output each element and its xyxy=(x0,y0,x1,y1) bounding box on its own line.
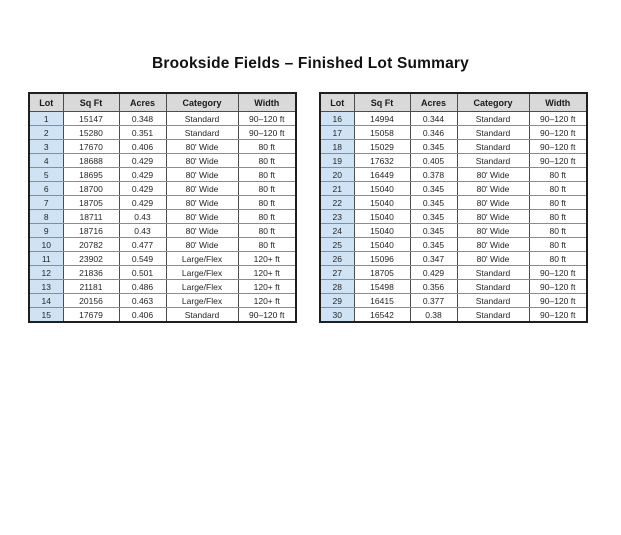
cell-acres: 0.463 xyxy=(119,294,166,308)
cell-sqft: 15096 xyxy=(354,252,410,266)
cell-category: 80' Wide xyxy=(457,210,529,224)
table-row xyxy=(320,294,587,308)
cell-acres: 0.549 xyxy=(119,252,166,266)
cell-lot: 11 xyxy=(29,252,63,266)
cell-lot: 6 xyxy=(29,182,63,196)
cell-sqft: 16449 xyxy=(354,168,410,182)
cell-sqft: 17679 xyxy=(63,308,119,323)
table-row xyxy=(29,126,296,140)
cell-lot: 4 xyxy=(29,154,63,168)
cell-sqft: 15147 xyxy=(63,112,119,126)
cell-width: 120+ ft xyxy=(238,252,296,266)
cell-sqft: 15040 xyxy=(354,182,410,196)
cell-lot: 24 xyxy=(320,224,354,238)
cell-width: 90–120 ft xyxy=(238,112,296,126)
cell-category: Large/Flex xyxy=(166,266,238,280)
cell-category: 80' Wide xyxy=(166,168,238,182)
cell-category: Standard xyxy=(457,308,529,323)
cell-category: Standard xyxy=(457,112,529,126)
cell-lot: 26 xyxy=(320,252,354,266)
table-row xyxy=(29,280,296,294)
cell-category: Large/Flex xyxy=(166,252,238,266)
cell-acres: 0.347 xyxy=(410,252,457,266)
cell-sqft: 15040 xyxy=(354,224,410,238)
cell-acres: 0.345 xyxy=(410,182,457,196)
cell-width: 120+ ft xyxy=(238,280,296,294)
cell-acres: 0.405 xyxy=(410,154,457,168)
cell-category: 80' Wide xyxy=(166,140,238,154)
table-row xyxy=(320,280,587,294)
cell-width: 90–120 ft xyxy=(238,308,296,323)
cell-sqft: 15280 xyxy=(63,126,119,140)
cell-width: 80 ft xyxy=(529,238,587,252)
table-row xyxy=(29,112,296,126)
cell-category: 80' Wide xyxy=(166,182,238,196)
header-row xyxy=(320,93,587,112)
cell-sqft: 16415 xyxy=(354,294,410,308)
cell-category: 80' Wide xyxy=(457,196,529,210)
cell-acres: 0.406 xyxy=(119,140,166,154)
cell-acres: 0.345 xyxy=(410,140,457,154)
cell-sqft: 17632 xyxy=(354,154,410,168)
cell-acres: 0.345 xyxy=(410,238,457,252)
cell-acres: 0.501 xyxy=(119,266,166,280)
table-row xyxy=(320,182,587,196)
cell-lot: 18 xyxy=(320,140,354,154)
cell-sqft: 23902 xyxy=(63,252,119,266)
cell-category: Standard xyxy=(457,154,529,168)
cell-lot: 17 xyxy=(320,126,354,140)
cell-lot: 16 xyxy=(320,112,354,126)
cell-width: 80 ft xyxy=(529,224,587,238)
cell-width: 80 ft xyxy=(238,224,296,238)
cell-lot: 15 xyxy=(29,308,63,323)
column-header-sqft: Sq Ft xyxy=(63,93,119,112)
cell-sqft: 18705 xyxy=(354,266,410,280)
cell-sqft: 18705 xyxy=(63,196,119,210)
cell-width: 120+ ft xyxy=(238,294,296,308)
document-page xyxy=(0,55,621,535)
cell-width: 90–120 ft xyxy=(529,294,587,308)
table-row xyxy=(29,294,296,308)
cell-lot: 7 xyxy=(29,196,63,210)
cell-width: 80 ft xyxy=(238,168,296,182)
table-row xyxy=(29,168,296,182)
cell-width: 80 ft xyxy=(238,182,296,196)
cell-width: 80 ft xyxy=(238,140,296,154)
cell-category: Standard xyxy=(166,112,238,126)
table-row xyxy=(29,266,296,280)
cell-category: 80' Wide xyxy=(457,252,529,266)
cell-sqft: 20782 xyxy=(63,238,119,252)
cell-sqft: 18716 xyxy=(63,224,119,238)
cell-lot: 12 xyxy=(29,266,63,280)
cell-width: 90–120 ft xyxy=(238,126,296,140)
cell-acres: 0.429 xyxy=(119,154,166,168)
cell-lot: 30 xyxy=(320,308,354,323)
cell-width: 90–120 ft xyxy=(529,112,587,126)
cell-sqft: 15040 xyxy=(354,196,410,210)
cell-lot: 20 xyxy=(320,168,354,182)
cell-category: Standard xyxy=(457,126,529,140)
cell-width: 120+ ft xyxy=(238,266,296,280)
table-row xyxy=(320,308,587,323)
cell-category: Standard xyxy=(166,308,238,323)
table-row xyxy=(29,252,296,266)
column-header-acres: Acres xyxy=(410,93,457,112)
cell-width: 80 ft xyxy=(529,182,587,196)
cell-lot: 28 xyxy=(320,280,354,294)
cell-lot: 9 xyxy=(29,224,63,238)
table-row xyxy=(320,266,587,280)
table-row xyxy=(29,182,296,196)
cell-acres: 0.429 xyxy=(119,168,166,182)
cell-width: 80 ft xyxy=(238,238,296,252)
table-row xyxy=(29,154,296,168)
cell-category: Large/Flex xyxy=(166,294,238,308)
cell-width: 80 ft xyxy=(529,196,587,210)
cell-width: 80 ft xyxy=(529,210,587,224)
cell-category: Standard xyxy=(457,266,529,280)
cell-width: 80 ft xyxy=(529,168,587,182)
cell-lot: 21 xyxy=(320,182,354,196)
lot-table-left xyxy=(28,92,297,323)
lot-tables-container xyxy=(0,92,621,323)
cell-sqft: 16542 xyxy=(354,308,410,323)
cell-sqft: 14994 xyxy=(354,112,410,126)
cell-category: 80' Wide xyxy=(457,168,529,182)
cell-width: 80 ft xyxy=(238,154,296,168)
cell-lot: 29 xyxy=(320,294,354,308)
header-row xyxy=(29,93,296,112)
cell-category: Large/Flex xyxy=(166,280,238,294)
cell-acres: 0.406 xyxy=(119,308,166,323)
cell-sqft: 21836 xyxy=(63,266,119,280)
cell-acres: 0.345 xyxy=(410,196,457,210)
cell-category: Standard xyxy=(457,140,529,154)
cell-category: Standard xyxy=(457,280,529,294)
table-row xyxy=(320,126,587,140)
cell-width: 90–120 ft xyxy=(529,266,587,280)
cell-lot: 13 xyxy=(29,280,63,294)
table-row xyxy=(320,210,587,224)
cell-sqft: 20156 xyxy=(63,294,119,308)
table-row xyxy=(29,196,296,210)
cell-acres: 0.43 xyxy=(119,210,166,224)
cell-sqft: 15040 xyxy=(354,238,410,252)
cell-width: 90–120 ft xyxy=(529,126,587,140)
cell-sqft: 18695 xyxy=(63,168,119,182)
cell-sqft: 15029 xyxy=(354,140,410,154)
cell-sqft: 17670 xyxy=(63,140,119,154)
cell-acres: 0.429 xyxy=(410,266,457,280)
cell-category: Standard xyxy=(457,294,529,308)
table-row xyxy=(320,140,587,154)
cell-width: 90–120 ft xyxy=(529,140,587,154)
cell-width: 90–120 ft xyxy=(529,280,587,294)
cell-acres: 0.345 xyxy=(410,224,457,238)
cell-width: 80 ft xyxy=(238,196,296,210)
table-row xyxy=(320,224,587,238)
column-header-lot: Lot xyxy=(320,93,354,112)
column-header-category: Category xyxy=(457,93,529,112)
cell-lot: 5 xyxy=(29,168,63,182)
table-row xyxy=(29,308,296,323)
table-row xyxy=(320,196,587,210)
cell-acres: 0.348 xyxy=(119,112,166,126)
cell-sqft: 21181 xyxy=(63,280,119,294)
table-row xyxy=(320,238,587,252)
cell-width: 80 ft xyxy=(529,252,587,266)
cell-width: 90–120 ft xyxy=(529,154,587,168)
cell-lot: 25 xyxy=(320,238,354,252)
cell-acres: 0.43 xyxy=(119,224,166,238)
cell-lot: 1 xyxy=(29,112,63,126)
cell-category: 80' Wide xyxy=(166,238,238,252)
cell-acres: 0.38 xyxy=(410,308,457,323)
cell-sqft: 18700 xyxy=(63,182,119,196)
cell-lot: 8 xyxy=(29,210,63,224)
table-row xyxy=(29,140,296,154)
page-title: Brookside Fields – Finished Lot Summary xyxy=(151,55,469,72)
cell-category: 80' Wide xyxy=(457,224,529,238)
cell-sqft: 18688 xyxy=(63,154,119,168)
cell-acres: 0.345 xyxy=(410,210,457,224)
cell-acres: 0.477 xyxy=(119,238,166,252)
cell-acres: 0.378 xyxy=(410,168,457,182)
cell-acres: 0.486 xyxy=(119,280,166,294)
table-row xyxy=(320,112,587,126)
table-row xyxy=(29,224,296,238)
cell-sqft: 18711 xyxy=(63,210,119,224)
cell-acres: 0.429 xyxy=(119,196,166,210)
cell-width: 80 ft xyxy=(238,210,296,224)
cell-sqft: 15498 xyxy=(354,280,410,294)
cell-acres: 0.356 xyxy=(410,280,457,294)
cell-acres: 0.346 xyxy=(410,126,457,140)
cell-lot: 22 xyxy=(320,196,354,210)
cell-category: 80' Wide xyxy=(166,154,238,168)
column-header-category: Category xyxy=(166,93,238,112)
lot-table-right xyxy=(319,92,588,323)
cell-acres: 0.429 xyxy=(119,182,166,196)
cell-acres: 0.344 xyxy=(410,112,457,126)
table-row xyxy=(29,210,296,224)
cell-category: 80' Wide xyxy=(457,182,529,196)
cell-lot: 14 xyxy=(29,294,63,308)
cell-category: Standard xyxy=(166,126,238,140)
column-header-acres: Acres xyxy=(119,93,166,112)
cell-lot: 19 xyxy=(320,154,354,168)
table-row xyxy=(320,252,587,266)
cell-category: 80' Wide xyxy=(166,224,238,238)
cell-category: 80' Wide xyxy=(166,210,238,224)
cell-lot: 3 xyxy=(29,140,63,154)
cell-lot: 27 xyxy=(320,266,354,280)
column-header-width: Width xyxy=(238,93,296,112)
column-header-lot: Lot xyxy=(29,93,63,112)
cell-sqft: 15058 xyxy=(354,126,410,140)
cell-lot: 23 xyxy=(320,210,354,224)
table-row xyxy=(320,154,587,168)
column-header-sqft: Sq Ft xyxy=(354,93,410,112)
cell-lot: 10 xyxy=(29,238,63,252)
cell-lot: 2 xyxy=(29,126,63,140)
table-row xyxy=(29,238,296,252)
cell-acres: 0.377 xyxy=(410,294,457,308)
column-header-width: Width xyxy=(529,93,587,112)
cell-category: 80' Wide xyxy=(166,196,238,210)
table-row xyxy=(320,168,587,182)
cell-width: 90–120 ft xyxy=(529,308,587,323)
cell-sqft: 15040 xyxy=(354,210,410,224)
cell-category: 80' Wide xyxy=(457,238,529,252)
cell-acres: 0.351 xyxy=(119,126,166,140)
